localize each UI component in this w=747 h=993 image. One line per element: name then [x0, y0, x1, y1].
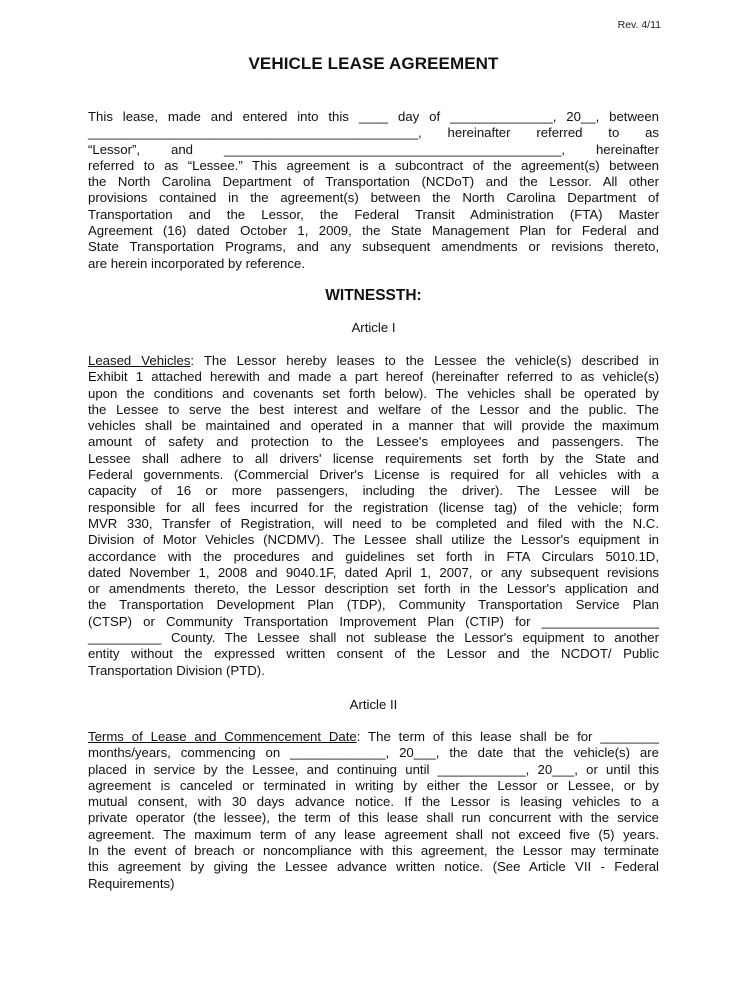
article-2-line: agreement is canceled or terminated in writing by either the Lessor or Lessee, or by [88, 777, 659, 793]
article-1-line: dated November 1, 2008 and 9040.1F, dated April 1, 2007, or any subsequent revisions [88, 564, 659, 580]
article-1-line: accordance with the procedures and guidelines set forth in FTA Circulars 5010.1D, [88, 548, 659, 564]
intro-line: State Transportation Programs, and any subsequent amendments or revisions thereto, [88, 239, 659, 255]
article-2-paragraph [88, 729, 659, 892]
article-1-line: or amendments thereto, the Lessor description set forth in the Lessor's application and [88, 581, 659, 597]
article-2-line: placed in service by the Lessee, and continuing until ____________, 20___, or until this [88, 761, 659, 777]
article-2-first-line-text: : The term of this lease shall be for ________ [356, 729, 659, 744]
article-2-line: mutual consent, with 30 days advance notice. If the Lessor is leasing vehicles to a [88, 794, 659, 810]
leased-vehicles-term: Leased Vehicles [88, 353, 191, 368]
intro-line: the North Carolina Department of Transportation (NCDoT) and the Lessor. All other [88, 174, 659, 190]
article-2-line: this agreement by giving the Lessee advance written notice. (See Article VII - Federal [88, 859, 659, 875]
article-1-line: Exhibit 1 attached herewith and made a part hereof (hereinafter referred to as vehicle(s) [88, 369, 659, 385]
article-2-line: private operator (the lessee), the term of this lease shall run concurrent with the service [88, 810, 659, 826]
intro-paragraph [88, 109, 659, 272]
article-2-line: months/years, commencing on _____________, 20___, the date that the vehicle(s) are [88, 745, 659, 761]
article-1-line: responsible for all fees incurred for the registration (license tag) of the vehicle; form [88, 499, 659, 515]
article-1-first-line [88, 353, 659, 369]
article-1-line: capacity of 16 or more passengers, including the driver). The Lessee will be [88, 483, 659, 499]
terms-of-lease-term: Terms of Lease and Commencement Date [88, 729, 357, 744]
article-2-first-line [88, 729, 659, 745]
article-2-line: In the event of breach or noncompliance with this agreement, the Lessor may terminate [88, 843, 659, 859]
witnesseth-heading: WITNESSTH: [325, 287, 422, 304]
article-1-line: entity without the expressed written consent of the Lessor and the NCDOT/ Public [88, 646, 659, 662]
article-2-heading: Article II [349, 697, 398, 712]
article-1-line: Division of Motor Vehicles (NCDMV). The Lessee shall utilize the Lessor's equipment in [88, 532, 659, 548]
article-1-line: the Lessee to serve the best interest and welfare of the Lessor and the public. The [88, 401, 659, 417]
article-1-heading: Article I [351, 320, 396, 335]
document-title: VEHICLE LEASE AGREEMENT [248, 54, 499, 73]
article-1-line: the Transportation Development Plan (TDP), Community Transportation Service Plan [88, 597, 659, 613]
article-1-line: vehicles shall be maintained and operated in a manner that will provide the maximum [88, 418, 659, 434]
article-1-line: upon the conditions and covenants set forth below). The vehicles shall be operated by [88, 385, 659, 401]
intro-line: Transportation and the Lessor, the Federal Transit Administration (FTA) Master [88, 206, 659, 222]
article-2-line: Requirements) [88, 875, 175, 891]
article-1-line: __________ County. The Lessee shall not sublease the Lessor's equipment to another [88, 630, 659, 646]
intro-line: This lease, made and entered into this ____ day of ______________, 20__, between [88, 109, 659, 124]
article-1-first-line-text: : The Lessor hereby leases to the Lessee the vehicle(s) described in [190, 353, 659, 368]
article-1-line: Federal governments. (Commercial Driver's License is required for all vehicles with a [88, 467, 659, 483]
intro-line: “Lessor”, and ______________________________________________, hereinafter [88, 141, 659, 157]
article-1-paragraph [88, 353, 659, 679]
article-1-line: Transportation Division (PTD). [88, 662, 265, 678]
article-2-line: agreement. The maximum term of any lease agreement shall not exceed five (5) years. [88, 826, 659, 842]
intro-line: provisions contained in the agreement(s) between the North Carolina Department of [88, 190, 659, 206]
intro-line: _____________________________________________, hereinafter referred to as [88, 125, 659, 141]
revision-label: Rev. 4/11 [617, 19, 661, 31]
article-1-line: (CTSP) or Community Transportation Improvement Plan (CTIP) for ________________ [88, 613, 659, 629]
intro-line: referred to as “Lessee.” This agreement is a subcontract of the agreement(s) between [88, 157, 659, 173]
article-1-line: Lessee shall adhere to all drivers' license requirements set forth by the State and [88, 450, 659, 466]
article-1-line: amount of safety and protection to the Lessee's employees and passengers. The [88, 434, 659, 450]
intro-line: Agreement (16) dated October 1, 2009, the State Management Plan for Federal and [88, 223, 659, 239]
article-1-line: MVR 330, Transfer of Registration, will need to be completed and filed with the N.C. [88, 515, 659, 531]
intro-line: are herein incorporated by reference. [88, 255, 305, 271]
